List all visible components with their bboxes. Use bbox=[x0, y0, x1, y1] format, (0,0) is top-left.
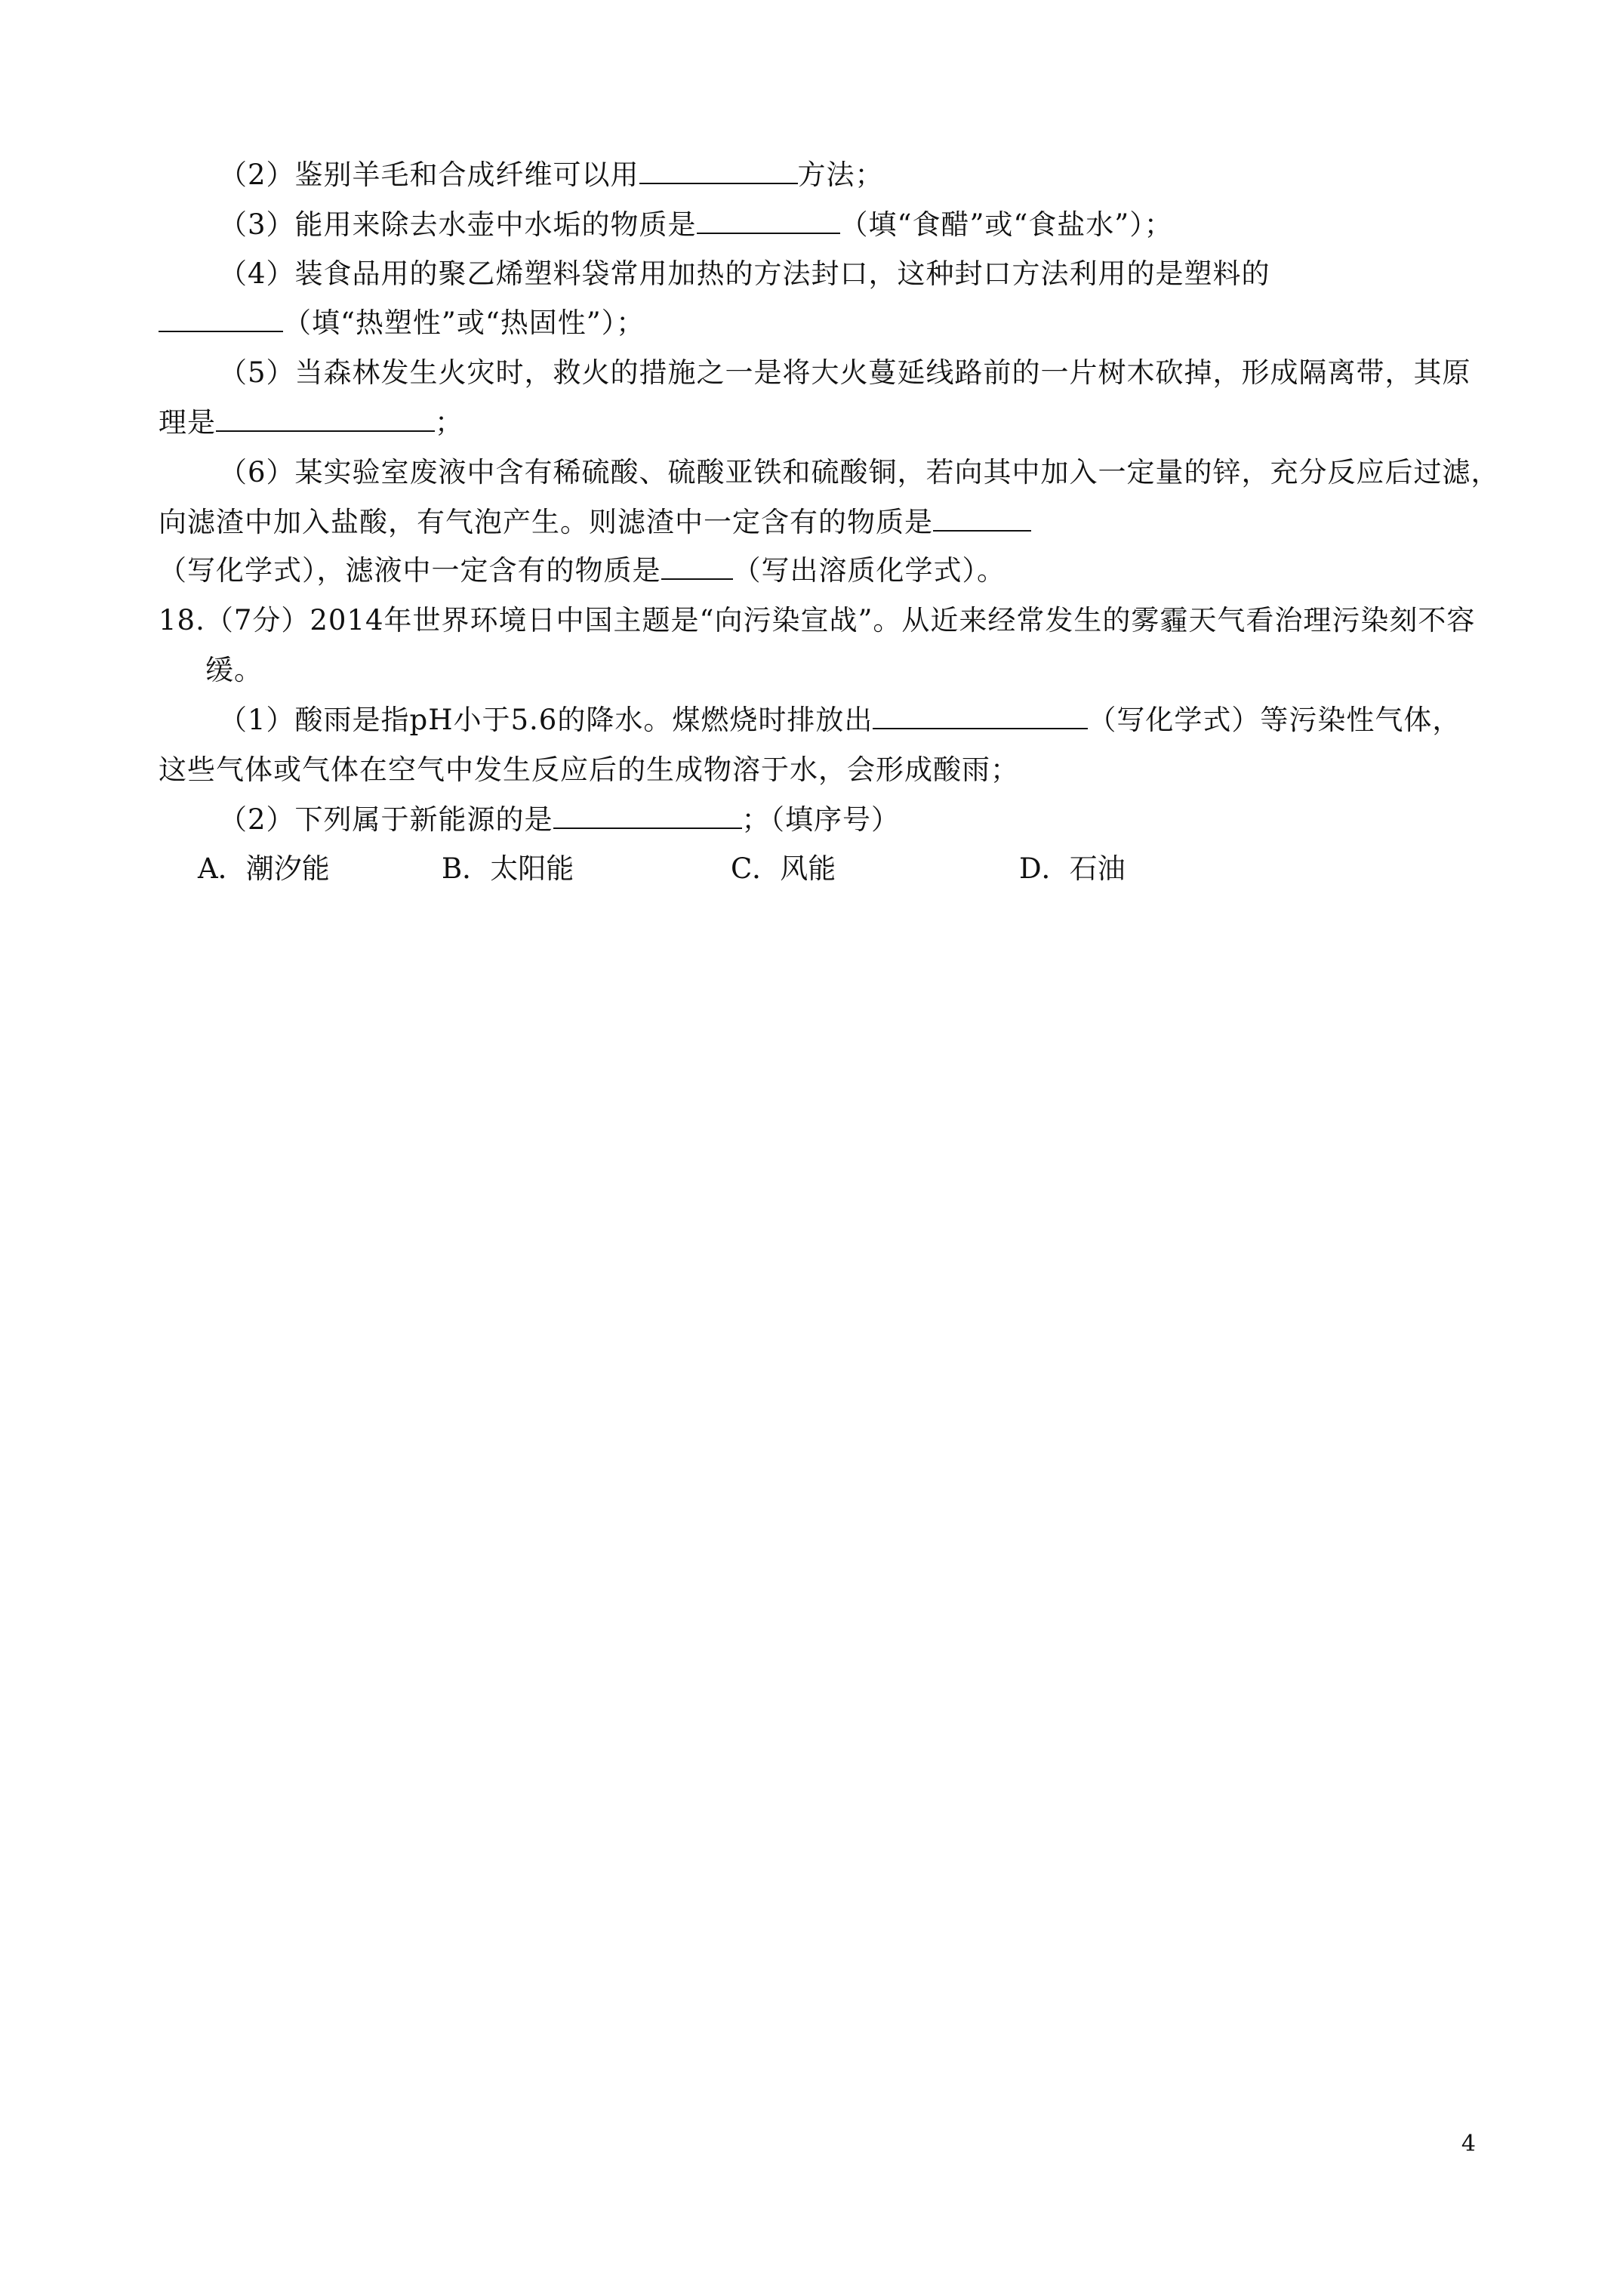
answer-blank[interactable] bbox=[661, 553, 733, 580]
q17-part5-text: 理是 bbox=[159, 406, 216, 439]
answer-blank[interactable] bbox=[697, 207, 840, 234]
answer-blank[interactable] bbox=[159, 305, 283, 332]
q17-part2-text: （2）鉴别羊毛和合成纤维可以用 bbox=[219, 159, 639, 191]
q17-part2-suffix: 方法； bbox=[797, 159, 884, 191]
q18-part1-text: （1）酸雨是指pH小于5.6的降水。煤燃烧时排放出 bbox=[219, 704, 873, 736]
q18-part1-suffix: （写化学式）等污染性气体， bbox=[1088, 704, 1461, 736]
q17-part5-suffix: ； bbox=[435, 406, 463, 439]
q17-part4-line2 bbox=[159, 300, 645, 346]
answer-blank[interactable] bbox=[873, 702, 1088, 729]
q17-part3-suffix: （填“食醋”或“食盐水”）； bbox=[839, 208, 1173, 241]
q17-part4-suffix: （填“热塑性”或“热固性”）； bbox=[283, 307, 645, 339]
q17-part6-line1: （6）某实验室废液中含有稀硫酸、硫酸亚铁和硫酸铜，若向其中加入一定量的锌，充分反应后过滤， bbox=[219, 456, 1500, 488]
page-number: 4 bbox=[1461, 2131, 1476, 2157]
q17-part2 bbox=[219, 153, 884, 198]
answer-blank[interactable] bbox=[639, 157, 798, 184]
q17-part5-line1: （5）当森林发生火灾时，救火的措施之一是将大火蔓延线路前的一片树木砍掉，形成隔离带，其原 bbox=[219, 356, 1471, 389]
q17-part6-line2 bbox=[159, 500, 1031, 545]
q18-stem-line2: 缓。 bbox=[205, 654, 263, 686]
q17-part6-text-b: （写出溶质化学式）。 bbox=[732, 554, 1006, 587]
q17-part3-text: （3）能用来除去水壶中水垢的物质是 bbox=[219, 208, 697, 241]
q18-part1-line1 bbox=[219, 698, 1461, 743]
q17-part6-text: 向滤渣中加入盐酸，有气泡产生。则滤渣中一定含有的物质是 bbox=[159, 506, 933, 538]
q17-part4-line1: （4）装食品用的聚乙烯塑料袋常用加热的方法封口，这种封口方法利用的是塑料的 bbox=[219, 257, 1270, 290]
q18-part1-line2: 这些气体或气体在空气中发生反应后的生成物溶于水，会形成酸雨； bbox=[159, 754, 1019, 786]
option-a: A．潮汐能 bbox=[198, 852, 330, 885]
q18-part2-text: （2）下列属于新能源的是 bbox=[219, 803, 553, 836]
q18-stem-line1: 18.（7分）2014年世界环境日中国主题是“向污染宣战”。从近来经常发生的雾霾天气看治理污染刻不容 bbox=[159, 604, 1476, 636]
q18-part2 bbox=[219, 797, 900, 843]
option-d: D．石油 bbox=[1019, 852, 1126, 885]
option-b: B．太阳能 bbox=[442, 852, 574, 885]
answer-blank[interactable] bbox=[553, 802, 742, 829]
q17-part5-line2 bbox=[159, 400, 463, 445]
q17-part6-line3 bbox=[159, 548, 1006, 593]
answer-blank[interactable] bbox=[216, 405, 435, 432]
q18-part2-suffix: ；（填序号） bbox=[741, 803, 901, 836]
q17-part3 bbox=[219, 202, 1173, 248]
answer-blank[interactable] bbox=[933, 504, 1031, 532]
q17-part6-text-a: （写化学式），滤液中一定含有的物质是 bbox=[159, 554, 661, 587]
option-c: C．风能 bbox=[731, 852, 836, 885]
